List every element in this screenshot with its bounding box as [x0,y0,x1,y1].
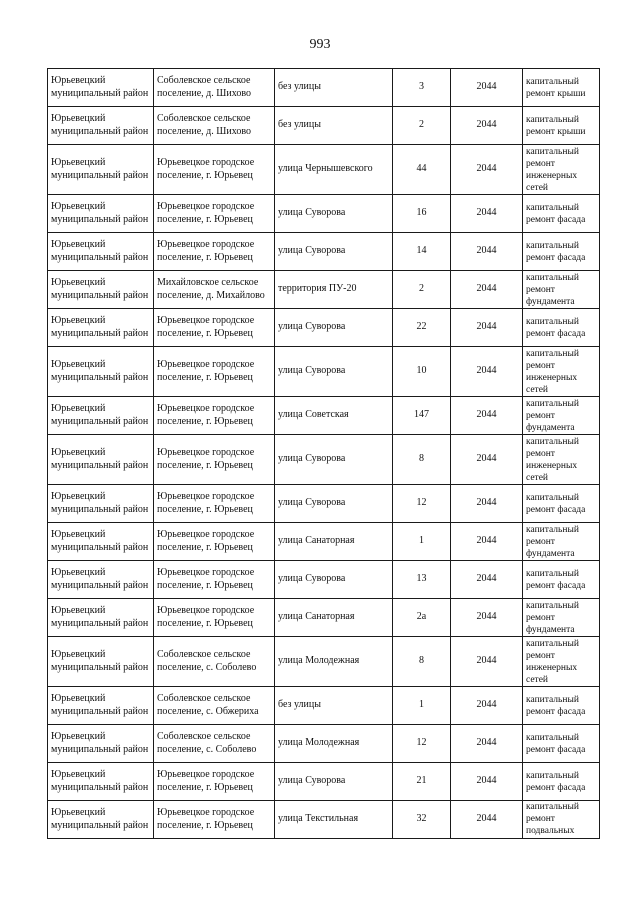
table-row [48,599,600,637]
settlement-cell: Соболевское сельское поселение, с. Соболево [154,637,275,687]
table-row [48,485,600,523]
year-cell: 2044 [451,801,523,839]
table-row [48,801,600,839]
house-number-cell: 1 [393,523,451,561]
district-cell: Юрьевецкий муниципальный район [48,523,154,561]
work-type-cell: капитальный ремонт фасада [523,309,600,347]
table-row [48,763,600,801]
house-number-cell: 12 [393,725,451,763]
year-cell: 2044 [451,107,523,145]
table-row [48,309,600,347]
house-number-cell: 10 [393,347,451,397]
settlement-cell: Соболевское сельское поселение, д. Шихово [154,107,275,145]
work-type-cell: капитальный ремонт фасада [523,233,600,271]
district-cell: Юрьевецкий муниципальный район [48,435,154,485]
work-type-cell: капитальный ремонт крыши [523,107,600,145]
district-cell: Юрьевецкий муниципальный район [48,69,154,107]
settlement-cell: Юрьевецкое городское поселение, г. Юрьевец [154,309,275,347]
page-number: 993 [309,37,331,52]
district-cell: Юрьевецкий муниципальный район [48,763,154,801]
settlement-cell: Соболевское сельское поселение, с. Обжериха [154,687,275,725]
year-cell: 2044 [451,195,523,233]
district-cell: Юрьевецкий муниципальный район [48,687,154,725]
work-type-cell: капитальный ремонт фундамента [523,523,600,561]
table-row [48,195,600,233]
district-cell: Юрьевецкий муниципальный район [48,145,154,195]
settlement-cell: Юрьевецкое городское поселение, г. Юрьевец [154,195,275,233]
district-cell: Юрьевецкий муниципальный район [48,637,154,687]
house-number-cell: 2а [393,599,451,637]
house-number-cell: 22 [393,309,451,347]
work-type-cell: капитальный ремонт фасада [523,763,600,801]
year-cell: 2044 [451,233,523,271]
district-cell: Юрьевецкий муниципальный район [48,271,154,309]
year-cell: 2044 [451,309,523,347]
district-cell: Юрьевецкий муниципальный район [48,233,154,271]
district-cell: Юрьевецкий муниципальный район [48,309,154,347]
year-cell: 2044 [451,523,523,561]
settlement-cell: Юрьевецкое городское поселение, г. Юрьевец [154,435,275,485]
street-cell: улица Санаторная [275,599,393,637]
street-cell: улица Текстильная [275,801,393,839]
settlement-cell: Юрьевецкое городское поселение, г. Юрьевец [154,485,275,523]
street-cell: без улицы [275,687,393,725]
work-type-cell: капитальный ремонт фасада [523,687,600,725]
year-cell: 2044 [451,687,523,725]
district-cell: Юрьевецкий муниципальный район [48,801,154,839]
table-row [48,233,600,271]
settlement-cell: Юрьевецкое городское поселение, г. Юрьевец [154,347,275,397]
house-number-cell: 16 [393,195,451,233]
street-cell: улица Санаторная [275,523,393,561]
street-cell: улица Суворова [275,233,393,271]
street-cell: улица Советская [275,397,393,435]
house-number-cell: 32 [393,801,451,839]
year-cell: 2044 [451,397,523,435]
house-number-cell: 44 [393,145,451,195]
year-cell: 2044 [451,347,523,397]
settlement-cell: Юрьевецкое городское поселение, г. Юрьевец [154,763,275,801]
work-type-cell: капитальный ремонт инженерных сетей [523,435,600,485]
street-cell: улица Суворова [275,763,393,801]
settlement-cell: Юрьевецкое городское поселение, г. Юрьевец [154,599,275,637]
work-type-cell: капитальный ремонт крыши [523,69,600,107]
house-number-cell: 14 [393,233,451,271]
work-type-cell: капитальный ремонт подвальных [523,801,600,839]
house-number-cell: 3 [393,69,451,107]
table-row [48,271,600,309]
table-row [48,725,600,763]
year-cell: 2044 [451,637,523,687]
table-row [48,435,600,485]
work-type-cell: капитальный ремонт фундамента [523,599,600,637]
settlement-cell: Юрьевецкое городское поселение, г. Юрьевец [154,801,275,839]
work-type-cell: капитальный ремонт фасада [523,725,600,763]
table-row [48,145,600,195]
district-cell: Юрьевецкий муниципальный район [48,195,154,233]
work-type-cell: капитальный ремонт фундамента [523,271,600,309]
district-cell: Юрьевецкий муниципальный район [48,485,154,523]
street-cell: улица Суворова [275,485,393,523]
table-row [48,347,600,397]
work-type-cell: капитальный ремонт инженерных сетей [523,637,600,687]
table-row [48,637,600,687]
district-cell: Юрьевецкий муниципальный район [48,397,154,435]
street-cell: улица Суворова [275,347,393,397]
district-cell: Юрьевецкий муниципальный район [48,561,154,599]
district-cell: Юрьевецкий муниципальный район [48,347,154,397]
year-cell: 2044 [451,485,523,523]
table-row [48,687,600,725]
street-cell: улица Суворова [275,561,393,599]
year-cell: 2044 [451,271,523,309]
house-number-cell: 12 [393,485,451,523]
settlement-cell: Михайловское сельское поселение, д. Михайлово [154,271,275,309]
house-number-cell: 147 [393,397,451,435]
work-type-cell: капитальный ремонт фундамента [523,397,600,435]
street-cell: улица Чернышевского [275,145,393,195]
year-cell: 2044 [451,69,523,107]
year-cell: 2044 [451,435,523,485]
settlement-cell: Юрьевецкое городское поселение, г. Юрьевец [154,145,275,195]
street-cell: улица Суворова [275,309,393,347]
district-cell: Юрьевецкий муниципальный район [48,107,154,145]
house-number-cell: 8 [393,637,451,687]
table-row [48,523,600,561]
year-cell: 2044 [451,145,523,195]
year-cell: 2044 [451,725,523,763]
settlement-cell: Соболевское сельское поселение, д. Шихово [154,69,275,107]
table-body [48,69,600,839]
year-cell: 2044 [451,599,523,637]
house-number-cell: 21 [393,763,451,801]
work-type-cell: капитальный ремонт фасада [523,195,600,233]
house-number-cell: 1 [393,687,451,725]
work-type-cell: капитальный ремонт инженерных сетей [523,347,600,397]
settlement-cell: Юрьевецкое городское поселение, г. Юрьевец [154,523,275,561]
district-cell: Юрьевецкий муниципальный район [48,725,154,763]
street-cell: без улицы [275,69,393,107]
street-cell: улица Молодежная [275,637,393,687]
settlement-cell: Юрьевецкое городское поселение, г. Юрьевец [154,561,275,599]
table-row [48,561,600,599]
year-cell: 2044 [451,561,523,599]
house-number-cell: 2 [393,271,451,309]
settlement-cell: Юрьевецкое городское поселение, г. Юрьевец [154,397,275,435]
settlement-cell: Соболевское сельское поселение, с. Соболево [154,725,275,763]
work-type-cell: капитальный ремонт фасада [523,485,600,523]
table-row [48,397,600,435]
house-number-cell: 8 [393,435,451,485]
work-type-cell: капитальный ремонт фасада [523,561,600,599]
repair-schedule-table [47,68,600,839]
table-row [48,107,600,145]
street-cell: улица Молодежная [275,725,393,763]
settlement-cell: Юрьевецкое городское поселение, г. Юрьевец [154,233,275,271]
house-number-cell: 13 [393,561,451,599]
district-cell: Юрьевецкий муниципальный район [48,599,154,637]
work-type-cell: капитальный ремонт инженерных сетей [523,145,600,195]
street-cell: улица Суворова [275,435,393,485]
street-cell: без улицы [275,107,393,145]
table-row [48,69,600,107]
street-cell: улица Суворова [275,195,393,233]
house-number-cell: 2 [393,107,451,145]
year-cell: 2044 [451,763,523,801]
street-cell: территория ПУ-20 [275,271,393,309]
